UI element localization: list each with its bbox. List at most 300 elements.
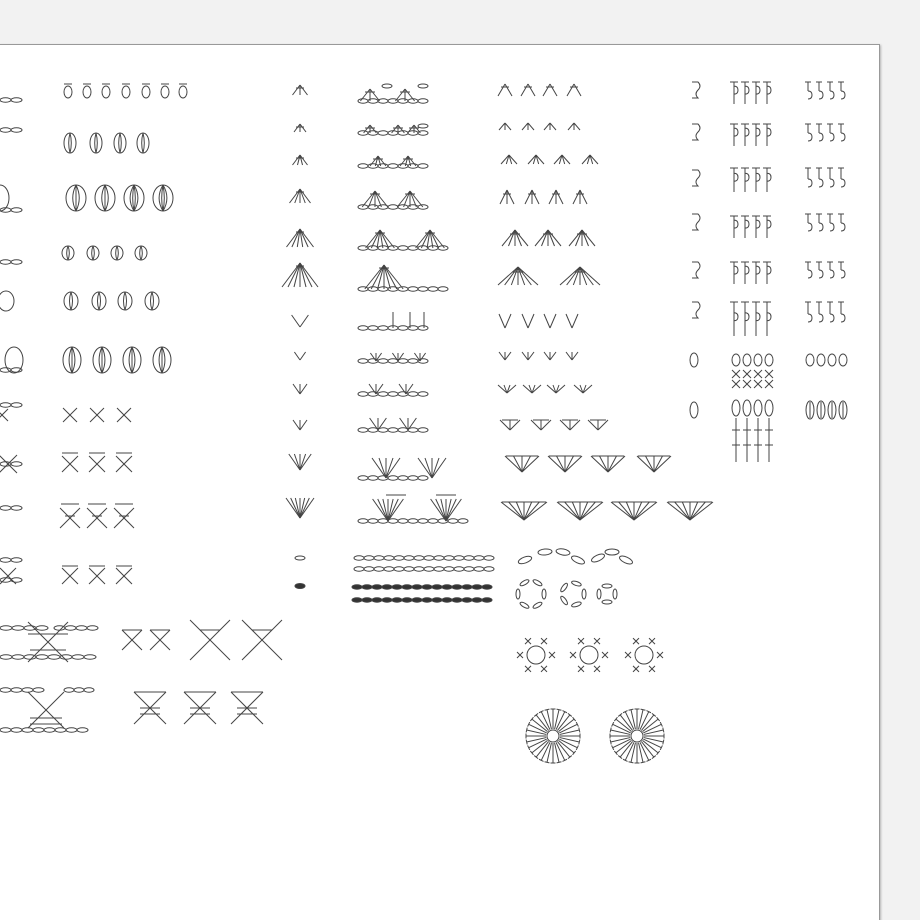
decrease-single (300, 85, 308, 95)
post-dtr-hook (734, 220, 738, 228)
decrease-single (290, 189, 301, 203)
ring-chain (542, 589, 546, 599)
increase-fan (425, 458, 432, 478)
chain-row-2 (434, 567, 444, 571)
right-decrease-7 (505, 267, 518, 285)
slip-row (372, 585, 382, 589)
fan-base-chain (448, 519, 458, 523)
slip-row (422, 585, 432, 589)
loop-right (828, 354, 836, 366)
edge-chain (11, 558, 22, 562)
cluster-base-chain (358, 164, 368, 168)
right-increase-5 (600, 456, 609, 472)
chain-row-2 (384, 567, 394, 571)
right-decrease (574, 84, 581, 96)
right-increase-7 (634, 502, 649, 520)
fan-base-chain (418, 519, 428, 523)
edge-chain (0, 260, 11, 264)
right-decrease-5 (542, 230, 549, 246)
bobble-stitch-rib (133, 185, 134, 211)
front-post-sc-hook (808, 133, 812, 141)
puff-group-rib (69, 133, 70, 153)
chain-row-2 (364, 567, 374, 571)
increase-single (291, 498, 300, 518)
increase-fan (388, 499, 398, 521)
right-increase-5 (548, 456, 565, 472)
right-increase-5 (591, 456, 608, 472)
magic-ring (635, 646, 653, 664)
increase-fan (378, 499, 388, 521)
puff-group-rib (143, 133, 144, 153)
right-increase-small (505, 352, 511, 360)
edge-chain (0, 558, 11, 562)
puff-stitch (142, 86, 150, 98)
fan-base-chain (408, 476, 418, 480)
small-bobble (87, 246, 99, 260)
slip-row-2 (432, 598, 442, 602)
front-post-sc-hook (819, 133, 823, 141)
slip-row (452, 585, 462, 589)
chain-row (424, 556, 434, 560)
cluster-base-chain (388, 205, 398, 209)
arc-chain (517, 555, 532, 565)
right-decrease-5 (569, 230, 582, 246)
loop-row (765, 354, 773, 366)
chain-row (464, 556, 474, 560)
chain-row-2 (474, 567, 484, 571)
base-chain (22, 728, 33, 732)
base-chain (64, 688, 74, 692)
base-chain (0, 626, 12, 630)
slip-row-2 (362, 598, 372, 602)
slip-row (412, 585, 422, 589)
post-hdc-hook (734, 266, 738, 274)
chain-row (474, 556, 484, 560)
base-chain (48, 655, 60, 659)
ring-chain (602, 600, 612, 604)
fan-base-chain (428, 519, 438, 523)
right-increase-5 (637, 456, 654, 472)
right-increase-7 (690, 502, 705, 520)
right-increase-3 (510, 420, 520, 430)
slip-row-2 (352, 598, 362, 602)
front-post-tr-hook (841, 179, 845, 187)
fan-base-chain (408, 392, 418, 396)
base-chain (0, 655, 12, 659)
fan-base-chain (418, 428, 428, 432)
small-bobble-rib (141, 246, 142, 260)
ring-chain (571, 601, 582, 608)
chain-ring-group (295, 548, 634, 610)
post-long-hook (745, 313, 749, 321)
right-increase-5 (565, 456, 574, 472)
post-hook (692, 214, 700, 230)
cluster-base-chain (388, 164, 398, 168)
chain-row (454, 556, 464, 560)
puff-group-rib (142, 133, 143, 153)
chain-row-2 (444, 567, 454, 571)
slip-row-2 (382, 598, 392, 602)
fan-base-chain (408, 359, 418, 363)
popcorn-stitch-rib (97, 292, 99, 310)
increase-single (289, 454, 300, 470)
right-decrease-small (528, 123, 534, 130)
right-increase-5 (557, 456, 566, 472)
ring-dc-top (629, 762, 634, 763)
front-post-hook (841, 91, 845, 99)
post-hook (692, 124, 700, 140)
puff-stitch (102, 86, 110, 98)
increase-single (300, 454, 306, 470)
slip-row-2 (452, 598, 462, 602)
magic-ring (527, 646, 545, 664)
increase-fan-group (498, 84, 713, 520)
post-stitch-group (690, 82, 847, 462)
slip-row-2 (462, 598, 472, 602)
decrease-cluster-group (282, 84, 468, 523)
loop-long (732, 400, 740, 416)
right-decrease-7 (567, 267, 580, 285)
increase-single (293, 420, 300, 430)
puff-group (137, 133, 149, 153)
edge-popcorn (0, 291, 14, 311)
ring-dc (631, 710, 635, 729)
increase-single (294, 454, 300, 470)
right-decrease-5 (548, 230, 555, 246)
post-hdc-hook (756, 266, 760, 274)
ring-dc (644, 738, 663, 742)
popcorn-stitch-rib (125, 292, 127, 310)
small-bobble-rib (68, 246, 69, 260)
ring-chain (613, 589, 617, 599)
right-increase (499, 314, 505, 328)
base-chain (36, 626, 48, 630)
right-decrease-7 (518, 267, 531, 285)
puff-group-rib (119, 133, 120, 153)
chain-row-2 (394, 567, 404, 571)
front-post-sl-hook (808, 270, 812, 278)
cluster-base-chain (358, 99, 368, 103)
increase-fan (372, 458, 386, 478)
right-increase-5 (522, 456, 539, 472)
post-hook (692, 170, 700, 186)
decrease-cluster (371, 265, 384, 289)
increase-fan (432, 458, 439, 478)
loop-long (765, 400, 773, 416)
increase-single (300, 384, 307, 394)
popcorn-stitch (64, 292, 78, 310)
post-tr-hook (767, 173, 771, 181)
right-increase (528, 314, 534, 328)
decrease-cluster (384, 265, 397, 289)
puff-group (90, 133, 102, 153)
fan-base-chain (378, 326, 388, 330)
cluster-base-chain (418, 246, 428, 250)
popcorn-stitch-rib (152, 292, 154, 310)
edge-bobble (0, 185, 9, 211)
post-long-hook (734, 313, 738, 321)
decrease-single (300, 189, 311, 203)
decrease-single (293, 85, 301, 95)
base-chain (87, 626, 98, 630)
popcorn-stitch-rib (99, 292, 101, 310)
right-decrease-tall (580, 190, 587, 204)
increase-single (292, 315, 300, 327)
puff-stitch (83, 86, 91, 98)
right-increase-small (550, 352, 556, 360)
slip-row-2 (422, 598, 432, 602)
right-decrease-5 (535, 230, 548, 246)
ring-dc-top (526, 728, 527, 733)
popcorn-stitch-rib (150, 292, 152, 310)
ring-dc-top (641, 709, 646, 710)
slip-row-2 (402, 598, 412, 602)
increase-single (294, 352, 300, 360)
fan-base-chain (358, 326, 368, 330)
cluster-base-chain (408, 164, 418, 168)
base-chain (12, 655, 24, 659)
decrease-single (300, 189, 305, 203)
right-decrease-tall (556, 190, 563, 204)
slip-row (352, 585, 362, 589)
slip-row-2 (372, 598, 382, 602)
slip-row (392, 585, 402, 589)
right-increase-5 (646, 456, 655, 472)
post-dtr-hook (745, 220, 749, 228)
front-post-dtr-hook (819, 314, 823, 322)
chain-row-2 (464, 567, 474, 571)
loop-long (743, 400, 751, 416)
right-decrease-small (574, 123, 580, 130)
chain-row-2 (374, 567, 384, 571)
front-post-tr-hook (830, 179, 834, 187)
right-increase (566, 314, 572, 328)
bobble-stitch-rib (134, 185, 135, 211)
ring-dc-top (579, 740, 580, 745)
post-sc-hook (767, 128, 771, 136)
ring-dc-top (579, 728, 580, 733)
post-dc-hook (745, 86, 749, 94)
base-chain (55, 728, 66, 732)
ring-chain (582, 589, 586, 599)
single-chain (295, 556, 305, 560)
base-chain (76, 626, 87, 630)
fan-base-chain (388, 476, 398, 480)
ring-dc-top (557, 762, 562, 763)
ring-dc (527, 738, 546, 742)
puff-group (114, 133, 126, 153)
bobble-stitch-rib (163, 185, 164, 211)
arc-chain (570, 554, 585, 565)
increase-single (293, 384, 300, 394)
ring-chain (532, 601, 543, 609)
small-bobble-rib (93, 246, 94, 260)
right-increase-3 (588, 420, 598, 430)
slip-row (472, 585, 482, 589)
fan-base-chain (398, 519, 408, 523)
chain-row (394, 556, 404, 560)
right-decrease-5 (582, 230, 589, 246)
right-increase-7 (675, 502, 690, 520)
chain-row-2 (354, 567, 364, 571)
cluster-base-chain (398, 164, 408, 168)
arc-chain (618, 554, 633, 565)
increase-single (300, 454, 311, 470)
arc-chain (556, 548, 571, 556)
right-decrease-small (505, 123, 511, 130)
right-decrease-5 (582, 230, 595, 246)
slip-row-2 (412, 598, 422, 602)
cluster-base-chain (418, 205, 428, 209)
slip-row (402, 585, 412, 589)
right-increase-small (572, 352, 578, 360)
chain-row-2 (404, 567, 414, 571)
front-post-hdc-hook (808, 223, 812, 231)
right-decrease-tall (500, 190, 507, 204)
chain-row (364, 556, 374, 560)
increase-fan (386, 458, 400, 478)
right-increase (505, 314, 511, 328)
ring-dc-top (641, 762, 646, 763)
chain-row-2 (424, 567, 434, 571)
right-increase-7 (619, 502, 634, 520)
fan-base-chain (398, 326, 408, 330)
magic-ring (580, 646, 598, 664)
slip-row (462, 585, 472, 589)
ring-dc-top (663, 740, 664, 745)
right-increase-5 (654, 456, 671, 472)
front-post-dtr-hook (830, 314, 834, 322)
ring-dc (560, 738, 579, 742)
increase-fan (420, 353, 426, 361)
increase-fan (446, 499, 456, 521)
edge-chain (11, 506, 22, 510)
decrease-cluster (404, 191, 410, 207)
arc-chain (590, 552, 605, 563)
decrease-single (300, 124, 306, 132)
loop-right (806, 354, 814, 366)
increase-single (300, 352, 306, 360)
cluster-base-chain (378, 131, 388, 135)
ring-dc (644, 730, 663, 734)
base-chain (84, 688, 94, 692)
puff-group-rib (95, 133, 96, 153)
ring-dc-top (629, 709, 634, 710)
right-increase-7 (565, 502, 580, 520)
fan-base-chain (418, 392, 428, 396)
right-decrease-small (544, 123, 550, 130)
cluster-base-chain (368, 246, 378, 250)
front-post-hdc-hook (819, 223, 823, 231)
post-sc-hook (734, 128, 738, 136)
puff-stitch (122, 86, 130, 98)
right-decrease (567, 84, 574, 96)
popcorn-stitch-rib (123, 292, 125, 310)
right-decrease (528, 84, 535, 96)
slip-row-2 (392, 598, 402, 602)
front-post-tr-hook (808, 179, 812, 187)
slip-row-2 (472, 598, 482, 602)
base-chain (11, 728, 22, 732)
loop-row (743, 354, 751, 366)
cluster-base-chain (408, 131, 418, 135)
right-decrease-5 (548, 230, 561, 246)
ring-chain (519, 579, 530, 587)
arc-chain (605, 549, 619, 555)
small-bobble-rib (117, 246, 118, 260)
post-tr-hook (745, 173, 749, 181)
edge-chain (11, 98, 22, 102)
ring-chain (602, 584, 612, 588)
ring-dc (611, 730, 630, 734)
increase-single (300, 420, 307, 430)
base-chain (33, 728, 44, 732)
single-slip (295, 584, 305, 589)
base-chain (12, 626, 24, 630)
right-decrease-small (550, 123, 556, 130)
right-increase-3 (500, 420, 510, 430)
increase-fan (418, 458, 432, 478)
post-sc-hook (745, 128, 749, 136)
right-increase-small (522, 352, 528, 360)
increase-fan (370, 353, 376, 361)
fan-base-chain (358, 476, 368, 480)
right-increase-5 (565, 456, 582, 472)
increase-single (300, 498, 309, 518)
base-chain (0, 728, 11, 732)
small-bobble-rib (92, 246, 93, 260)
ring-dc (555, 710, 559, 729)
ring-dc (547, 710, 551, 729)
right-decrease-small (568, 123, 574, 130)
fan-base-chain (418, 476, 428, 480)
right-decrease-tall (573, 190, 580, 204)
base-chain (65, 626, 76, 630)
popcorn-stitch-rib (69, 292, 71, 310)
increase-fan (398, 353, 404, 361)
post-long-hook (767, 313, 771, 321)
right-increase (522, 314, 528, 328)
ring-dc-top (526, 740, 527, 745)
puff-group-rib (70, 133, 71, 153)
right-increase-3 (541, 420, 551, 430)
chain-row (414, 556, 424, 560)
puff-group-rib (120, 133, 121, 153)
right-increase-7 (509, 502, 524, 520)
increase-fan (379, 458, 386, 478)
ring-chain (597, 589, 601, 599)
decrease-single (294, 124, 300, 132)
base-chain (66, 728, 77, 732)
right-increase-5 (608, 456, 617, 472)
right-decrease-7 (580, 267, 593, 285)
front-post-dtr-hook (841, 314, 845, 322)
magic-ring-center (631, 730, 643, 742)
post-hdc-hook (767, 266, 771, 274)
loop-stitch (690, 353, 698, 367)
front-post-sc-hook (841, 133, 845, 141)
right-increase-3 (560, 420, 570, 430)
cluster-base-chain (418, 287, 428, 291)
arc-chain (538, 548, 552, 555)
base-chain (0, 688, 11, 692)
slip-row (432, 585, 442, 589)
fan-base-chain (358, 392, 368, 396)
fan-base-chain (388, 428, 398, 432)
post-hook (692, 302, 700, 318)
slip-row-2 (482, 598, 492, 602)
decrease-single (300, 263, 312, 287)
